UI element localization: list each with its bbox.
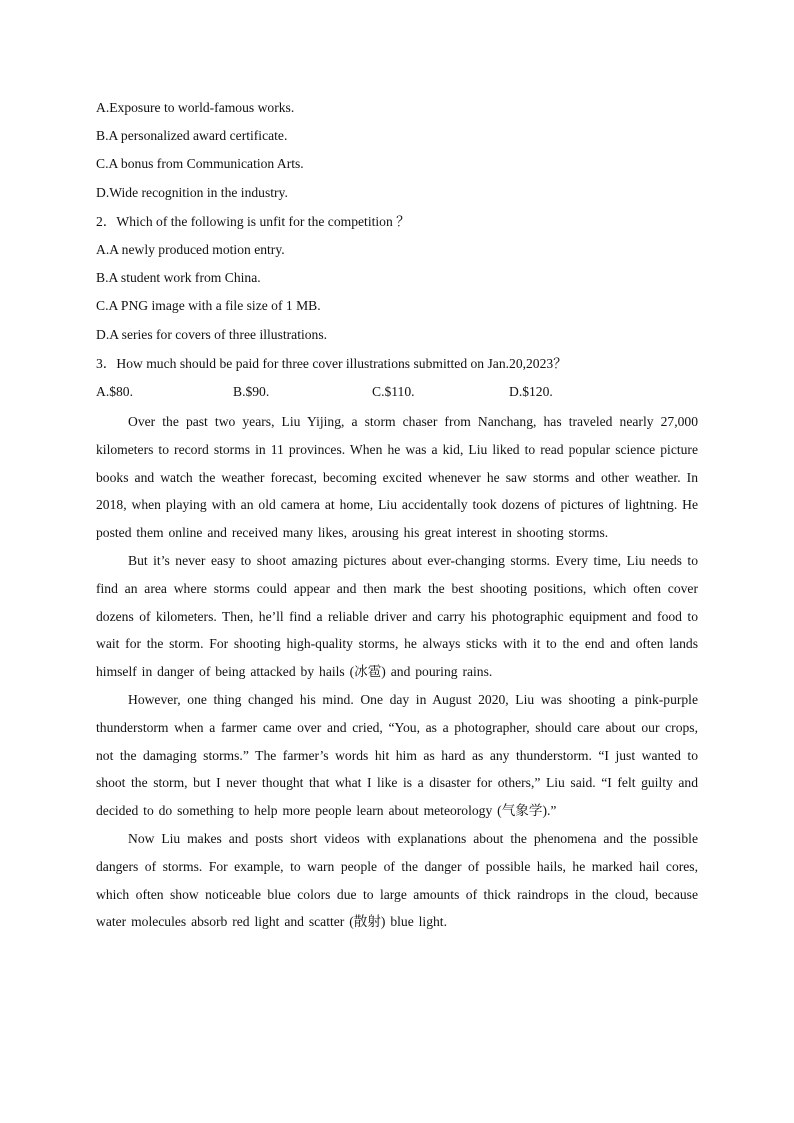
- q2-question: 2．Which of the following is unfit for the competition ？: [96, 214, 410, 229]
- q3-option-d: D.$120.: [509, 384, 553, 399]
- q1-option-b: B.A personalized award certificate.: [96, 128, 288, 143]
- q3-option-a: A.$80.: [96, 384, 134, 399]
- passage-paragraph-3: However, one thing changed his mind. One day in August 2020, Liu was shooting a pink-purple thunderstorm when a farmer came over and cried, “You, as a photographer, should care about our crops, not the damaging storms.” The farmer’s words hit him as hard as any thunderstorm. “I just wanted to shoot the storm, but I never thought that what I like is a disaster for others,” Liu said. “I felt guilty and decided to do something to help more people learn about meteorology (气象学).”: [96, 691, 698, 819]
- q2-option-d: D.A series for covers of three illustrations.: [96, 327, 328, 342]
- passage-paragraph-4: Now Liu makes and posts short videos with explanations about the phenomena and the possible dangers of storms. For example, to warn people of the danger of possible hails, he marked hail cores, which often show noticeable blue colors due to large amounts of thick raindrops in the cloud, because water molecules absorb red light and scatter (散射) blue light.: [96, 830, 698, 930]
- q2-option-b: B.A student work from China.: [96, 270, 261, 285]
- q3-options: [96, 378, 698, 408]
- q1-option-c: C.A bonus from Communication Arts.: [96, 156, 304, 171]
- q1-option-a: A.Exposure to world-famous works.: [96, 100, 295, 115]
- q3-option-b: B.$90.: [233, 384, 270, 399]
- q1-option-d: D.Wide recognition in the industry.: [96, 185, 288, 200]
- passage-paragraph-2: But it’s never easy to shoot amazing pictures about ever-changing storms. Every time, Liu needs to find an area where storms could appear and then mark the best shooting positions, which often cover dozens of kilometers. Then, he’ll find a reliable driver and carry his photographic equipment and food to wait for the storm. For shooting high-quality storms, he always sticks with it to the end and often lands himself in danger of being attacked by hails (冰雹) and pouring rains.: [96, 552, 698, 680]
- q2-option-a: A.A newly produced motion entry.: [96, 242, 285, 257]
- q3-question: 3．How much should be paid for three cover illustrations submitted on Jan.20,2023？: [96, 356, 567, 371]
- q3-option-c: C.$110.: [372, 384, 415, 399]
- exam-page: [96, 94, 698, 936]
- q2-option-c: C.A PNG image with a file size of 1 MB.: [96, 298, 321, 313]
- passage-paragraph-1: Over the past two years, Liu Yijing, a storm chaser from Nanchang, has traveled nearly 27,000 kilometers to record storms in 11 provinces. When he was a kid, Liu liked to read popular science picture books and watch the weather forecast, becoming excited whenever he saw storms and other weather. In 2018, when playing with an old camera at home, Liu accidentally took dozens of pictures of lightning. He posted them online and received many likes, arousing his great interest in shooting storms.: [96, 414, 698, 541]
